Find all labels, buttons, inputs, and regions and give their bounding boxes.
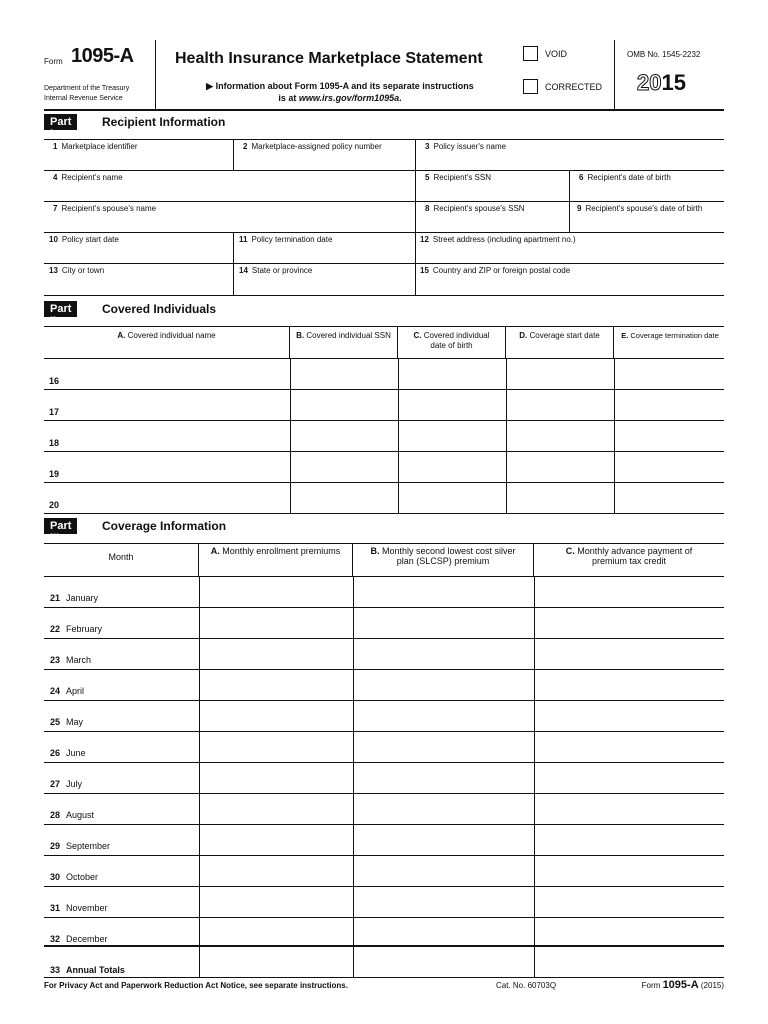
row-27-month: July (66, 779, 83, 789)
tax-year-light: 20 (637, 70, 662, 95)
field-7[interactable] (44, 202, 416, 233)
field-6-label: Recipient's date of birth (587, 173, 671, 182)
row-29 (50, 841, 110, 851)
row-25-month: May (66, 717, 84, 727)
row-17-num: 17 (49, 407, 60, 417)
part-3-tag: Part III (44, 518, 77, 534)
row-26-num: 26 (50, 748, 61, 758)
field-8-label: Recipient's spouse's SSN (433, 204, 525, 213)
field-11-num: 11 (239, 235, 248, 244)
col-b-label: Covered individual SSN (306, 331, 391, 340)
field-4-num: 4 (53, 173, 58, 182)
row-24-month: April (66, 686, 85, 696)
service-name: Internal Revenue Service (44, 95, 123, 102)
row-23-month: March (66, 655, 92, 665)
footer-form-number: 1095-A (662, 979, 699, 991)
field-1[interactable] (44, 140, 234, 171)
department (44, 84, 154, 104)
row-21-rule (44, 607, 724, 608)
field-10-num: 10 (49, 235, 58, 244)
field-13-num: 13 (49, 266, 58, 275)
field-12[interactable] (416, 233, 724, 264)
instructions-link[interactable]: www.irs.gov/form1095a (298, 93, 400, 103)
instructions-info (180, 80, 500, 104)
field-2-num: 2 (243, 142, 248, 151)
col-3b-letter: B. (370, 546, 380, 556)
col-a-enrollment-premiums (199, 544, 353, 576)
field-15-num: 15 (420, 266, 429, 275)
form-footer (44, 979, 724, 995)
field-6-num: 6 (579, 173, 584, 182)
col-e-label: Coverage termination date (630, 331, 719, 340)
field-14[interactable] (234, 264, 416, 296)
row-21-month: January (66, 593, 99, 603)
col-d-start-date (506, 327, 614, 358)
footer-year: (2015) (700, 981, 724, 990)
footer-form-ref (642, 979, 724, 991)
form-id-box (44, 40, 156, 109)
row-22-rule (44, 638, 724, 639)
row-25 (50, 717, 83, 727)
row-17-rule (44, 420, 724, 421)
row-31 (50, 903, 108, 913)
row-29-rule (44, 855, 724, 856)
row-20-num: 20 (49, 500, 60, 510)
row-30-rule (44, 886, 724, 887)
row-27 (50, 779, 82, 789)
col-3a-label: Monthly enrollment premiums (222, 546, 341, 556)
field-5-label: Recipient's SSN (433, 173, 492, 182)
col-a-label: Covered individual name (127, 331, 216, 340)
info-line-1: ▶ Information about Form 1095-A and its separate instructions (206, 81, 474, 91)
row-33 (50, 965, 125, 975)
row-18-rule (44, 451, 724, 452)
part-2-header-rule (44, 358, 724, 359)
row-25-num: 25 (50, 717, 61, 727)
header-divider (44, 109, 724, 111)
field-7-num: 7 (53, 204, 58, 213)
row-28-rule (44, 824, 724, 825)
field-2-label: Marketplace-assigned policy number (251, 142, 382, 151)
field-3-label: Policy issuer's name (433, 142, 507, 151)
row-28-num: 28 (50, 810, 61, 820)
row-22-month: February (66, 624, 103, 634)
row-26-month: June (66, 748, 86, 758)
field-6[interactable] (570, 171, 724, 202)
row-32 (50, 934, 108, 944)
form-word: Form (44, 57, 63, 66)
part-2-title: Covered Individuals (102, 302, 217, 316)
part-2-vline-3 (506, 358, 507, 513)
field-12-num: 12 (420, 235, 429, 244)
row-31-rule (44, 917, 724, 918)
row-18-num: 18 (49, 438, 60, 448)
field-1-num: 1 (53, 142, 58, 151)
field-9[interactable] (570, 202, 724, 233)
row-21 (50, 593, 98, 603)
field-2[interactable] (234, 140, 416, 171)
row-29-month: September (66, 841, 111, 851)
row-27-num: 27 (50, 779, 61, 789)
field-9-label: Recipient's spouse's date of birth (585, 204, 703, 213)
tax-year-bold: 15 (661, 70, 686, 95)
form-header (0, 40, 768, 109)
row-22-num: 22 (50, 624, 61, 634)
field-8[interactable] (416, 202, 570, 233)
col-a-letter: A. (117, 331, 126, 340)
col-b-letter: B. (296, 331, 305, 340)
corrected-label: CORRECTED (545, 82, 603, 92)
field-5-num: 5 (425, 173, 430, 182)
field-14-num: 14 (239, 266, 248, 275)
department-name: Department of the Treasury (44, 85, 130, 92)
row-20-rule (44, 513, 724, 514)
row-33-num: 33 (50, 965, 61, 975)
field-15-label: Country and ZIP or foreign postal code (432, 266, 571, 275)
field-3[interactable] (416, 140, 724, 171)
col-month-label: Month (108, 552, 134, 562)
field-12-label: Street address (including apartment no.) (432, 235, 576, 244)
part-2-vline-1 (290, 358, 291, 513)
field-11-label: Policy termination date (251, 235, 333, 244)
row-28-month: August (66, 810, 95, 820)
row-30-month: October (66, 872, 99, 882)
col-d-letter: D. (519, 331, 528, 340)
col-a-covered-name (44, 327, 290, 358)
omb-box (614, 40, 724, 109)
col-e-termination-date (614, 327, 726, 358)
void-label: VOID (545, 49, 568, 59)
info-line-2-suffix: . (399, 93, 402, 103)
row-30-num: 30 (50, 872, 61, 882)
row-23-num: 23 (50, 655, 61, 665)
form-number: 1095-A (71, 45, 134, 67)
info-line-2-prefix: is at (278, 93, 299, 103)
row-33-month: Annual Totals (66, 965, 125, 975)
row-26 (50, 748, 86, 758)
catalog-number: Cat. No. 60703Q (496, 981, 557, 990)
col-c-letter: C. (413, 331, 422, 340)
row-23-rule (44, 669, 724, 670)
field-1-label: Marketplace identifier (61, 142, 138, 151)
void-checkbox[interactable] (523, 46, 538, 61)
field-14-label: State or province (251, 266, 313, 275)
col-month (44, 544, 199, 576)
col-3a-letter: A. (210, 546, 220, 556)
col-3c-label: Monthly advance payment of premium tax credit (577, 546, 693, 566)
row-16-num: 16 (49, 376, 60, 386)
row-23 (50, 655, 91, 665)
tax-year (637, 70, 686, 96)
row-31-num: 31 (50, 903, 61, 913)
info-line-2 (180, 92, 500, 104)
field-8-num: 8 (425, 204, 430, 213)
field-13[interactable] (44, 264, 234, 296)
row-26-rule (44, 762, 724, 763)
field-3-num: 3 (425, 142, 430, 151)
corrected-checkbox[interactable] (523, 79, 538, 94)
row-28 (50, 810, 94, 820)
part-3-title: Coverage Information (102, 519, 227, 533)
row-19-rule (44, 482, 724, 483)
field-4-label: Recipient's name (61, 173, 123, 182)
row-24-num: 24 (50, 686, 61, 696)
row-25-rule (44, 731, 724, 732)
row-16-rule (44, 389, 724, 390)
row-24 (50, 686, 84, 696)
col-b-covered-ssn (290, 327, 398, 358)
row-21-num: 21 (50, 593, 61, 603)
part-2-vline-4 (614, 358, 615, 513)
row-31-month: November (66, 903, 108, 913)
row-30 (50, 872, 98, 882)
col-c-label: Covered individual date of birth (423, 331, 490, 350)
field-4[interactable] (44, 171, 416, 202)
col-c-advance-ptc (534, 544, 724, 576)
col-b-slcsp-premium (353, 544, 534, 576)
col-d-label: Coverage start date (529, 331, 600, 340)
part-3-header-rule (44, 576, 724, 577)
footer-form-word: Form (641, 981, 661, 990)
row-27-rule (44, 793, 724, 794)
row-33-rule (44, 977, 724, 978)
part-1-tag: Part I (44, 114, 77, 130)
field-10-label: Policy start date (61, 235, 119, 244)
row-24-rule (44, 700, 724, 701)
col-e-letter: E. (621, 331, 629, 340)
row-32-rule (44, 945, 724, 947)
row-29-num: 29 (50, 841, 61, 851)
field-7-label: Recipient's spouse's name (61, 204, 157, 213)
field-13-label: City or town (61, 266, 105, 275)
row-22 (50, 624, 102, 634)
row-19-num: 19 (49, 469, 60, 479)
row-32-month: December (66, 934, 108, 944)
col-c-covered-dob (398, 327, 506, 358)
omb-number: OMB No. 1545-2232 (627, 50, 701, 59)
field-9-num: 9 (577, 204, 582, 213)
col-3c-letter: C. (565, 546, 575, 556)
privacy-notice: For Privacy Act and Paperwork Reduction Act Notice, see separate instructions. (44, 981, 348, 990)
part-1-title: Recipient Information (102, 115, 226, 129)
part-2-vline-2 (398, 358, 399, 513)
field-5[interactable] (416, 171, 570, 202)
row-32-num: 32 (50, 934, 61, 944)
field-15[interactable] (416, 264, 724, 296)
part-2-tag: Part II (44, 301, 77, 317)
col-3b-label: Monthly second lowest cost silver plan (SLCSP) premium (381, 546, 516, 566)
field-10[interactable] (44, 233, 234, 264)
field-11[interactable] (234, 233, 416, 264)
page-title: Health Insurance Marketplace Statement (175, 50, 483, 67)
